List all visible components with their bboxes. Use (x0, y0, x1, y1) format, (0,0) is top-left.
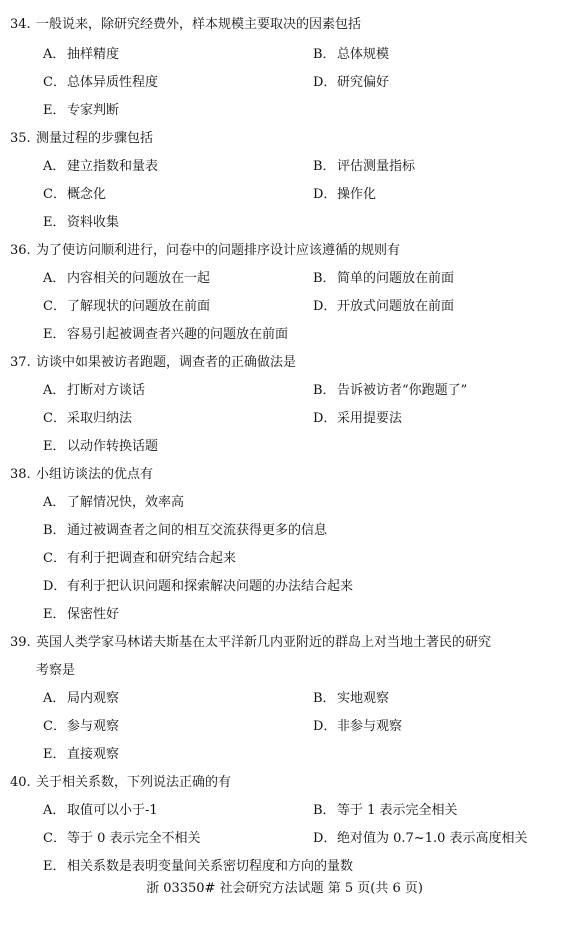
option-letter: B． (313, 47, 336, 62)
option-a (43, 46, 119, 64)
option-c (43, 410, 132, 428)
option-d (313, 74, 389, 92)
option-letter: B． (313, 803, 336, 818)
option-e (43, 438, 158, 456)
option-e (43, 326, 288, 344)
question-number: 39. (10, 635, 31, 650)
option-letter: B． (43, 523, 66, 538)
option-a (43, 802, 158, 820)
question-stem (10, 774, 560, 792)
option-text: 非参与观察 (337, 719, 403, 734)
option-letter: A． (43, 159, 66, 174)
option-letter: E． (43, 607, 66, 622)
option-d (43, 578, 353, 596)
option-e (43, 746, 119, 764)
option-text: 专家判断 (67, 103, 120, 118)
option-text: 评估测量指标 (337, 159, 416, 174)
option-text: 容易引起被调查者兴趣的问题放在前面 (67, 327, 289, 342)
option-e (43, 606, 119, 624)
option-text: 内容相关的问题放在一起 (67, 271, 211, 286)
option-e (43, 102, 119, 120)
option-c (43, 74, 158, 92)
question-stem (10, 634, 560, 652)
question-number: 34. (10, 17, 31, 32)
option-text: 保密性好 (67, 607, 120, 622)
option-letter: A． (43, 495, 66, 510)
option-text: 参与观察 (67, 719, 120, 734)
option-letter: E． (43, 215, 66, 230)
question-text: 小组访谈法的优点有 (36, 467, 154, 482)
option-letter: C． (43, 831, 66, 846)
option-letter: D． (313, 187, 337, 202)
option-letter: A． (43, 47, 66, 62)
option-letter: E． (43, 859, 66, 874)
option-b (313, 158, 415, 176)
option-d (313, 410, 402, 428)
option-text: 资料收集 (67, 215, 120, 230)
option-text: 实地观察 (337, 691, 390, 706)
option-letter: C． (43, 411, 66, 426)
option-text: 打断对方谈话 (67, 383, 146, 398)
option-text: 等于 1 表示完全相关 (337, 803, 458, 818)
option-text: 有利于把调查和研究结合起来 (67, 551, 237, 566)
question-number: 35. (10, 131, 31, 146)
option-letter: B． (313, 691, 336, 706)
option-a (43, 690, 119, 708)
question-text: 为了使访问顺利进行，问卷中的问题排序设计应该遵循的规则有 (36, 243, 401, 258)
option-text: 通过被调查者之间的相互交流获得更多的信息 (67, 523, 328, 538)
option-letter: E． (43, 327, 66, 342)
option-text: 相关系数是表明变量间关系密切程度和方向的量数 (67, 859, 354, 874)
option-c (43, 298, 210, 316)
question-stem (10, 16, 560, 34)
option-b (43, 522, 327, 540)
option-text: 总体规模 (337, 47, 390, 62)
option-a (43, 382, 145, 400)
option-text: 抽样精度 (67, 47, 120, 62)
option-text: 采取归纳法 (67, 411, 133, 426)
question-number: 36. (10, 243, 31, 258)
option-text: 局内观察 (67, 691, 120, 706)
option-letter: C． (43, 551, 66, 566)
option-text: 告诉被访者“你跑题了” (337, 383, 468, 398)
option-b (313, 690, 389, 708)
option-letter: A． (43, 271, 66, 286)
option-text: 研究偏好 (337, 75, 390, 90)
option-c (43, 550, 236, 568)
option-c (43, 186, 106, 204)
question-text: 访谈中如果被访者跑题，调查者的正确做法是 (36, 355, 297, 370)
option-d (313, 186, 376, 204)
option-text: 直接观察 (67, 747, 120, 762)
option-b (313, 46, 389, 64)
question-number: 37. (10, 355, 31, 370)
question-stem (10, 130, 560, 148)
option-letter: D． (313, 719, 337, 734)
option-a (43, 494, 184, 512)
option-text: 了解现状的问题放在前面 (67, 299, 211, 314)
question-stem (10, 354, 560, 372)
option-text: 以动作转换话题 (67, 439, 159, 454)
option-e (43, 214, 119, 232)
option-letter: A． (43, 691, 66, 706)
option-d (313, 298, 454, 316)
option-d (313, 718, 402, 736)
option-letter: B． (313, 159, 336, 174)
option-b (313, 802, 458, 820)
option-letter: D． (313, 411, 337, 426)
option-text: 总体异质性程度 (67, 75, 159, 90)
option-letter: C． (43, 187, 66, 202)
option-text: 有利于把认识问题和探索解决问题的办法结合起来 (67, 579, 354, 594)
option-text: 采用提要法 (337, 411, 403, 426)
page-footer: 浙 03350# 社会研究方法试题 第 5 页(共 6 页) (146, 881, 423, 896)
option-text: 等于 0 表示完全不相关 (67, 831, 201, 846)
option-text: 简单的问题放在前面 (337, 271, 455, 286)
question-text-continuation: 考察是 (36, 663, 76, 678)
option-text: 开放式问题放在前面 (337, 299, 455, 314)
option-e (43, 858, 353, 876)
option-letter: A． (43, 803, 66, 818)
option-text: 了解情况快，效率高 (67, 495, 185, 510)
option-b (313, 382, 467, 400)
option-c (43, 718, 119, 736)
option-letter: D． (43, 579, 67, 594)
question-text: 关于相关系数，下列说法正确的有 (36, 775, 232, 790)
question-text: 英国人类学家马林诺夫斯基在太平洋新几内亚附近的群岛上对当地土著民的研究 (36, 635, 492, 650)
question-number: 38. (10, 467, 31, 482)
option-c (43, 830, 201, 848)
option-text: 取值可以小于-1 (67, 803, 158, 818)
option-text: 建立指数和量表 (67, 159, 159, 174)
option-letter: C． (43, 719, 66, 734)
option-letter: D． (313, 831, 337, 846)
option-letter: D． (313, 299, 337, 314)
question-text: 测量过程的步骤包括 (36, 131, 154, 146)
option-letter: C． (43, 75, 66, 90)
option-letter: D． (313, 75, 337, 90)
question-stem (10, 466, 560, 484)
option-a (43, 270, 210, 288)
option-text: 概念化 (67, 187, 107, 202)
option-letter: E． (43, 747, 66, 762)
option-letter: C． (43, 299, 66, 314)
question-number: 40. (10, 775, 31, 790)
option-b (313, 270, 454, 288)
option-letter: A． (43, 383, 66, 398)
option-letter: B． (313, 271, 336, 286)
question-text: 一般说来，除研究经费外，样本规模主要取决的因素包括 (36, 17, 362, 32)
option-letter: B． (313, 383, 336, 398)
option-a (43, 158, 158, 176)
option-text: 绝对值为 0.7~1.0 表示高度相关 (337, 831, 528, 846)
question-stem (10, 242, 560, 260)
option-letter: E． (43, 439, 66, 454)
option-letter: E． (43, 103, 66, 118)
option-d (313, 830, 528, 848)
option-text: 操作化 (337, 187, 377, 202)
